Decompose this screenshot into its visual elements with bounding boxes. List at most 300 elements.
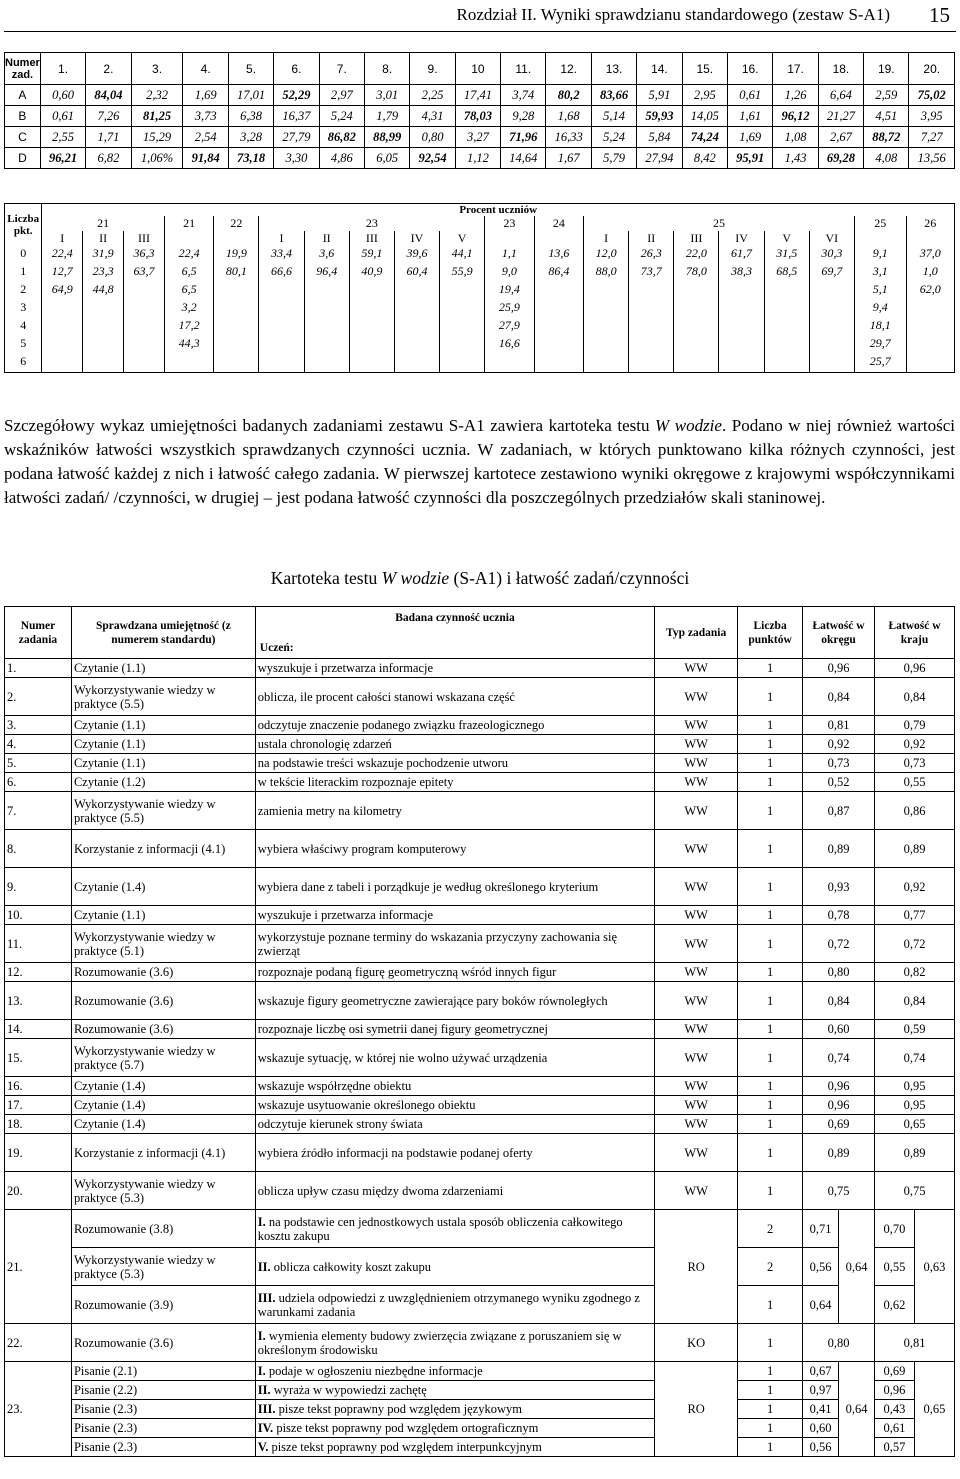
- points-value-column: [83, 246, 124, 373]
- task-ease-region: 0,64: [839, 1210, 875, 1324]
- task-ease-region: 0,89: [803, 1134, 875, 1172]
- task-number: 22.: [5, 1324, 72, 1362]
- points-value: 40,9: [361, 264, 383, 278]
- task-skill: Pisanie (2.3): [71, 1419, 255, 1438]
- task-ease-region: 0,96: [803, 1096, 875, 1115]
- task-number: 17.: [5, 1096, 72, 1115]
- task-skill: Czytanie (1.4): [71, 1077, 255, 1096]
- points-value: 22,0: [685, 246, 707, 260]
- task-type: WW: [655, 1134, 738, 1172]
- activity-marker: V.: [257, 1440, 269, 1454]
- points-value-column: [584, 246, 629, 373]
- points-sub-label: [214, 231, 259, 246]
- answers-cell: 5,79: [591, 148, 636, 169]
- activity-marker: II.: [257, 1383, 271, 1397]
- answers-cell: 27,79: [274, 127, 319, 148]
- part-ease-country: 0,55: [875, 1248, 915, 1286]
- answers-cell: 86,82: [319, 127, 364, 148]
- answers-cell: 4,08: [864, 148, 909, 169]
- task-points: 1: [738, 982, 803, 1020]
- task-activity: wskazuje usytuowanie określonego obiektu: [255, 1096, 654, 1115]
- task-ease-region: 0,84: [803, 982, 875, 1020]
- task-skill: Czytanie (1.1): [71, 716, 255, 735]
- answers-cell: 69,28: [818, 148, 863, 169]
- activity-marker: I.: [257, 1328, 266, 1343]
- task-ease-region: 0,81: [803, 716, 875, 735]
- answers-cell: 5,24: [319, 106, 364, 127]
- points-value: 69,7: [821, 264, 843, 278]
- points-value: 38,3: [731, 264, 753, 278]
- task-skill: Pisanie (2.3): [71, 1438, 255, 1457]
- answers-col-header: 10: [455, 53, 500, 85]
- points-value: 88,0: [595, 264, 617, 278]
- part-ease-country: 0,96: [875, 1381, 915, 1400]
- task-ease-country: 0,89: [875, 1134, 955, 1172]
- description-paragraph: [4, 414, 955, 510]
- activity-text: pisze tekst poprawny pod względem interpunkcyjnym: [268, 1440, 542, 1454]
- points-value: 66,6: [271, 264, 293, 278]
- part-points: 2: [738, 1248, 803, 1286]
- answers-col-header: 4.: [183, 53, 228, 85]
- points-sub-label: [164, 231, 213, 246]
- task-ease-country: 0,72: [875, 925, 955, 963]
- task-activity: [255, 1324, 654, 1362]
- task-ease-country: 0,65: [914, 1362, 954, 1457]
- task-number: 9.: [5, 868, 72, 906]
- task-type: RO: [655, 1362, 738, 1457]
- task-ease-country: 0,73: [875, 754, 955, 773]
- task-skill: Rozumowanie (3.6): [71, 963, 255, 982]
- points-value-column: [809, 246, 854, 373]
- part-points: 1: [738, 1286, 803, 1324]
- answers-cell: 1,67: [546, 148, 591, 169]
- task-ease-country: 0,82: [875, 963, 955, 982]
- task-ease-country: 0,84: [875, 982, 955, 1020]
- points-value: 31,9: [92, 246, 114, 260]
- answers-cell: 1,12: [455, 148, 500, 169]
- points-sub-label: II: [83, 231, 124, 246]
- points-task-number: 22: [214, 216, 259, 231]
- points-sub-label: I: [42, 231, 83, 246]
- task-skill: Czytanie (1.1): [71, 659, 255, 678]
- points-task-number: 21: [164, 216, 213, 231]
- header-skill: Sprawdzana umiejętność (z numerem standardu): [71, 607, 255, 659]
- task-points: 1: [738, 1115, 803, 1134]
- points-task-number: 24: [534, 216, 583, 231]
- points-value: 3,1: [872, 264, 888, 278]
- task-activity: zamienia metry na kilometry: [255, 792, 654, 830]
- answers-col-header: 9.: [410, 53, 455, 85]
- task-ease-country: 0,55: [875, 773, 955, 792]
- task-skill: Rozumowanie (3.8): [71, 1210, 255, 1248]
- task-skill: Czytanie (1.4): [71, 1115, 255, 1134]
- caption-part-1: Kartoteka testu: [270, 568, 382, 588]
- points-sub-label: IV: [719, 231, 764, 246]
- task-type: WW: [655, 1077, 738, 1096]
- task-points: 1: [738, 1039, 803, 1077]
- task-type: WW: [655, 716, 738, 735]
- points-value: 12,0: [595, 246, 617, 260]
- points-task-number: 23: [259, 216, 485, 231]
- points-sub-label: [854, 231, 906, 246]
- task-type: KO: [655, 1324, 738, 1362]
- task-number: 15.: [5, 1039, 72, 1077]
- points-pts-value: 4: [20, 318, 27, 332]
- task-number: 20.: [5, 1172, 72, 1210]
- task-activity: wskazuje sytuację, w której nie wolno używać urządzenia: [255, 1039, 654, 1077]
- task-ease-region: 0,96: [803, 659, 875, 678]
- points-sub-label: V: [440, 231, 485, 246]
- task-ease-country: 0,92: [875, 868, 955, 906]
- answers-col-header: 14.: [637, 53, 682, 85]
- task-skill: Czytanie (1.4): [71, 1096, 255, 1115]
- task-skill: Czytanie (1.2): [71, 773, 255, 792]
- task-ease-region: 0,89: [803, 830, 875, 868]
- points-title: Procent uczniów: [42, 204, 955, 217]
- task-number: 16.: [5, 1077, 72, 1096]
- answers-cell: 96,21: [40, 148, 85, 169]
- task-ease-region: 0,80: [803, 1324, 875, 1362]
- answers-col-header: 15.: [682, 53, 727, 85]
- task-points: 1: [738, 906, 803, 925]
- task-activity: wybiera właściwy program komputerowy: [255, 830, 654, 868]
- task-ease-country: 0,63: [914, 1210, 954, 1324]
- task-number: 4.: [5, 735, 72, 754]
- task-ease-region: 0,52: [803, 773, 875, 792]
- points-value: 22,4: [51, 246, 73, 260]
- task-type: WW: [655, 1020, 738, 1039]
- points-value: 9,1: [872, 246, 888, 260]
- answers-col-header: 19.: [864, 53, 909, 85]
- answers-col-header: 7.: [319, 53, 364, 85]
- points-value: 5,1: [872, 282, 888, 296]
- task-skill: Pisanie (2.3): [71, 1400, 255, 1419]
- part-points: 1: [738, 1400, 803, 1419]
- part-ease-region: 0,71: [803, 1210, 839, 1248]
- task-points: 1: [738, 1096, 803, 1115]
- part-ease-region: 0,56: [803, 1438, 839, 1457]
- points-value-column: [124, 246, 165, 373]
- answers-cell: 73,18: [228, 148, 273, 169]
- activity-marker: III.: [257, 1402, 276, 1416]
- points-value: 26,3: [640, 246, 662, 260]
- answers-col-header: 16.: [727, 53, 772, 85]
- task-activity: rozpoznaje liczbę osi symetrii danej figury geometrycznej: [255, 1020, 654, 1039]
- task-ease-region: 0,80: [803, 963, 875, 982]
- part-points: 1: [738, 1419, 803, 1438]
- answers-cell: 71,96: [501, 127, 546, 148]
- points-value: 17,2: [178, 318, 200, 332]
- answers-row-label: C: [5, 127, 41, 148]
- points-value: 3,2: [181, 300, 197, 314]
- task-ease-country: 0,92: [875, 735, 955, 754]
- answers-cell: 88,99: [364, 127, 409, 148]
- answers-cell: 1,61: [727, 106, 772, 127]
- points-sub-label: V: [764, 231, 809, 246]
- answers-cell: 27,94: [637, 148, 682, 169]
- task-number: 7.: [5, 792, 72, 830]
- points-task-number: 26: [906, 216, 955, 231]
- answers-cell: 6,05: [364, 148, 409, 169]
- points-sub-label: [534, 231, 583, 246]
- task-skill: Rozumowanie (3.6): [71, 1020, 255, 1039]
- points-value: 39,6: [406, 246, 428, 260]
- part-ease-country: 0,61: [875, 1419, 915, 1438]
- task-number: 11.: [5, 925, 72, 963]
- points-value-column: [164, 246, 213, 373]
- points-value-column: [440, 246, 485, 373]
- task-number: 21.: [5, 1210, 72, 1324]
- task-type: WW: [655, 773, 738, 792]
- answers-cell: 17,01: [228, 85, 273, 106]
- part-ease-region: 0,56: [803, 1248, 839, 1286]
- points-value: 80,1: [225, 264, 247, 278]
- answers-row-label: B: [5, 106, 41, 127]
- task-number: 19.: [5, 1134, 72, 1172]
- points-value: 33,4: [271, 246, 293, 260]
- task-skill: Wykorzystywanie wiedzy w praktyce (5.5): [71, 678, 255, 716]
- points-value: 30,3: [821, 246, 843, 260]
- points-value: 18,1: [869, 318, 891, 332]
- answers-cell: 96,12: [773, 106, 818, 127]
- answers-cell: 15,29: [131, 127, 183, 148]
- task-ease-region: 0,84: [803, 678, 875, 716]
- answers-cell: 83,66: [591, 85, 636, 106]
- part-ease-country: 0,62: [875, 1286, 915, 1324]
- answers-col-header: 6.: [274, 53, 319, 85]
- task-activity: ustala chronologię zdarzeń: [255, 735, 654, 754]
- task-skill: Czytanie (1.1): [71, 735, 255, 754]
- task-activity: [255, 1248, 654, 1286]
- answers-cell: 1,26: [773, 85, 818, 106]
- kartoteka-table: [4, 606, 955, 1457]
- part-ease-region: 0,67: [803, 1362, 839, 1381]
- answers-cell: 16,37: [274, 106, 319, 127]
- task-skill: Wykorzystywanie wiedzy w praktyce (5.5): [71, 792, 255, 830]
- task-points: 1: [738, 1324, 803, 1362]
- answers-cell: 9,28: [501, 106, 546, 127]
- points-value-column: [259, 246, 304, 373]
- points-value: 1,1: [501, 246, 517, 260]
- answers-cell: 75,02: [909, 85, 955, 106]
- activity-text: oblicza całkowity koszt zakupu: [270, 1259, 432, 1274]
- task-activity: wyszukuje i przetwarza informacje: [255, 659, 654, 678]
- answers-cell: 2,32: [131, 85, 183, 106]
- points-value-column: [394, 246, 439, 373]
- points-value: 19,4: [498, 282, 520, 296]
- part-ease-region: 0,64: [803, 1286, 839, 1324]
- points-value: 68,5: [776, 264, 798, 278]
- paragraph-text-2: . Podano w niej również wartości wskaźników łatwości wszystkich sprawdzanych czynności ucznia. W zadaniach, w których punktowano kilka różnych czynności, jest podana łatwość każdej z nich i łatwość całego zadania. W pierwszej kartotece zestawiono wyniki okręgowe z krajowymi współczynnikami łatwości zadań/ /czynności, w drugiej – jest podana łatwość czynności dla poszczególnych przedziałów skali staninowej.: [4, 416, 955, 507]
- answers-cell: 1,43: [773, 148, 818, 169]
- task-ease-region: 0,69: [803, 1115, 875, 1134]
- task-type: WW: [655, 1172, 738, 1210]
- part-ease-country: 0,43: [875, 1400, 915, 1419]
- points-task-number: 21: [42, 216, 165, 231]
- task-ease-country: 0,59: [875, 1020, 955, 1039]
- activity-text: udziela odpowiedzi z uwzględnieniem otrzymanego wyniku zgodnego z warunkami zadania: [257, 1290, 640, 1319]
- answers-cell: 3,28: [228, 127, 273, 148]
- task-number: 23.: [5, 1362, 72, 1457]
- points-value: 9,0: [501, 264, 517, 278]
- answers-col-header: 13.: [591, 53, 636, 85]
- task-activity: wyszukuje i przetwarza informacje: [255, 906, 654, 925]
- points-value: 23,3: [92, 264, 114, 278]
- task-ease-region: 0,93: [803, 868, 875, 906]
- task-type: WW: [655, 1115, 738, 1134]
- points-value: 1,0: [922, 264, 938, 278]
- task-type: WW: [655, 982, 738, 1020]
- answers-cell: 2,55: [40, 127, 85, 148]
- task-number: 5.: [5, 754, 72, 773]
- points-value: 9,4: [872, 300, 888, 314]
- answers-col-header: 8.: [364, 53, 409, 85]
- points-sub-label: IV: [394, 231, 439, 246]
- part-points: 1: [738, 1438, 803, 1457]
- points-pts-header: Liczba pkt.: [5, 204, 42, 247]
- answers-cell: 81,25: [131, 106, 183, 127]
- task-number: 1.: [5, 659, 72, 678]
- task-number: 6.: [5, 773, 72, 792]
- task-ease-country: 0,65: [875, 1115, 955, 1134]
- task-skill: Wykorzystywanie wiedzy w praktyce (5.1): [71, 925, 255, 963]
- task-ease-country: 0,79: [875, 716, 955, 735]
- points-pts-value: 5: [20, 336, 27, 350]
- answers-cell: 4,51: [864, 106, 909, 127]
- task-points: 1: [738, 735, 803, 754]
- task-ease-country: 0,95: [875, 1077, 955, 1096]
- task-activity: [255, 1400, 654, 1419]
- task-ease-region: 0,64: [839, 1362, 875, 1457]
- points-value: 29,7: [869, 336, 891, 350]
- points-sub-label: [906, 231, 955, 246]
- answers-cell: 6,38: [228, 106, 273, 127]
- points-value: 25,7: [869, 354, 891, 368]
- points-task-number: 23: [485, 216, 534, 231]
- answers-cell: 52,29: [274, 85, 319, 106]
- task-points: 1: [738, 1020, 803, 1039]
- answers-cell: 5,24: [591, 127, 636, 148]
- task-points: 1: [738, 659, 803, 678]
- points-sub-label: III: [349, 231, 394, 246]
- task-ease-country: 0,74: [875, 1039, 955, 1077]
- task-ease-region: 0,87: [803, 792, 875, 830]
- kartoteka-caption: [0, 568, 960, 589]
- points-sub-label: II: [629, 231, 674, 246]
- answers-cell: 1,71: [86, 127, 131, 148]
- answers-cell: 13,56: [909, 148, 955, 169]
- points-value-column: [906, 246, 955, 373]
- activity-marker: III.: [257, 1290, 276, 1305]
- points-pts-value: 3: [20, 300, 27, 314]
- answers-cell: 5,14: [591, 106, 636, 127]
- task-number: 13.: [5, 982, 72, 1020]
- answers-cell: 3,74: [501, 85, 546, 106]
- answers-cell: 1,69: [183, 85, 228, 106]
- activity-text: pisze tekst poprawny pod względem językowym: [275, 1402, 522, 1416]
- activity-text: na podstawie cen jednostkowych ustala sposób obliczenia całkowitego kosztu zakupu: [257, 1214, 623, 1243]
- answers-cell: 91,84: [183, 148, 228, 169]
- task-points: 1: [738, 830, 803, 868]
- points-sub-label: III: [124, 231, 165, 246]
- task-points: 1: [738, 1172, 803, 1210]
- task-skill: Korzystanie z informacji (4.1): [71, 1134, 255, 1172]
- points-task-number: 25: [584, 216, 855, 231]
- task-activity: oblicza upływ czasu między dwoma zdarzeniami: [255, 1172, 654, 1210]
- answers-cell: 1,69: [727, 127, 772, 148]
- task-activity: odczytuje znaczenie podanego związku frazeologicznego: [255, 716, 654, 735]
- task-ease-region: 0,96: [803, 1077, 875, 1096]
- header-type: Typ zadania: [655, 607, 738, 659]
- task-skill: Wykorzystywanie wiedzy w praktyce (5.3): [71, 1248, 255, 1286]
- task-ease-region: 0,72: [803, 925, 875, 963]
- points-sub-label: I: [584, 231, 629, 246]
- answers-col-header: 20.: [909, 53, 955, 85]
- task-type: WW: [655, 868, 738, 906]
- answers-cell: 8,42: [682, 148, 727, 169]
- task-skill: Rozumowanie (3.6): [71, 1324, 255, 1362]
- task-type: WW: [655, 906, 738, 925]
- activity-text: wymienia elementy budowy zwierzęcia związane z poruszaniem się w określonym środowisku: [257, 1328, 622, 1357]
- task-number: 18.: [5, 1115, 72, 1134]
- activity-text: wyraża w wypowiedzi zachętę: [270, 1383, 427, 1397]
- points-sub-label: I: [259, 231, 304, 246]
- answers-col-header: 18.: [818, 53, 863, 85]
- task-number: 2.: [5, 678, 72, 716]
- answers-table: [4, 52, 955, 169]
- header-points: Liczba punktów: [738, 607, 803, 659]
- answers-cell: 2,95: [682, 85, 727, 106]
- part-ease-region: 0,60: [803, 1419, 839, 1438]
- header-rule: [4, 31, 956, 32]
- points-table: [4, 203, 955, 373]
- points-pts-value: 0: [20, 246, 27, 260]
- answers-cell: 14,64: [501, 148, 546, 169]
- points-value: 44,1: [451, 246, 473, 260]
- task-activity: rozpoznaje podaną figurę geometryczną wśród innych figur: [255, 963, 654, 982]
- task-type: RO: [655, 1210, 738, 1324]
- task-ease-region: 0,60: [803, 1020, 875, 1039]
- task-activity: wybiera dane z tabeli i porządkuje je według określonego kryterium: [255, 868, 654, 906]
- points-value: 96,4: [316, 264, 338, 278]
- task-ease-country: 0,84: [875, 678, 955, 716]
- answers-cell: 1,68: [546, 106, 591, 127]
- answers-cell: 1,79: [364, 106, 409, 127]
- points-value: 25,9: [498, 300, 520, 314]
- activity-text: pisze tekst poprawny pod względem ortograficznym: [273, 1421, 539, 1435]
- answers-cell: 84,04: [86, 85, 131, 106]
- task-type: WW: [655, 792, 738, 830]
- task-number: 10.: [5, 906, 72, 925]
- task-skill: Czytanie (1.1): [71, 754, 255, 773]
- task-number: 3.: [5, 716, 72, 735]
- points-value: 64,9: [51, 282, 73, 296]
- task-skill: Czytanie (1.1): [71, 906, 255, 925]
- task-ease-region: 0,74: [803, 1039, 875, 1077]
- answers-cell: 0,80: [410, 127, 455, 148]
- task-activity: wybiera źródło informacji na podstawie podanej oferty: [255, 1134, 654, 1172]
- part-ease-region: 0,41: [803, 1400, 839, 1419]
- part-ease-region: 0,97: [803, 1381, 839, 1400]
- points-value: 61,7: [731, 246, 753, 260]
- points-value: 62,0: [919, 282, 941, 296]
- task-type: WW: [655, 735, 738, 754]
- task-ease-country: 0,96: [875, 659, 955, 678]
- answers-cell: 95,91: [727, 148, 772, 169]
- task-ease-country: 0,75: [875, 1172, 955, 1210]
- points-value: 59,1: [361, 246, 383, 260]
- task-points: 1: [738, 754, 803, 773]
